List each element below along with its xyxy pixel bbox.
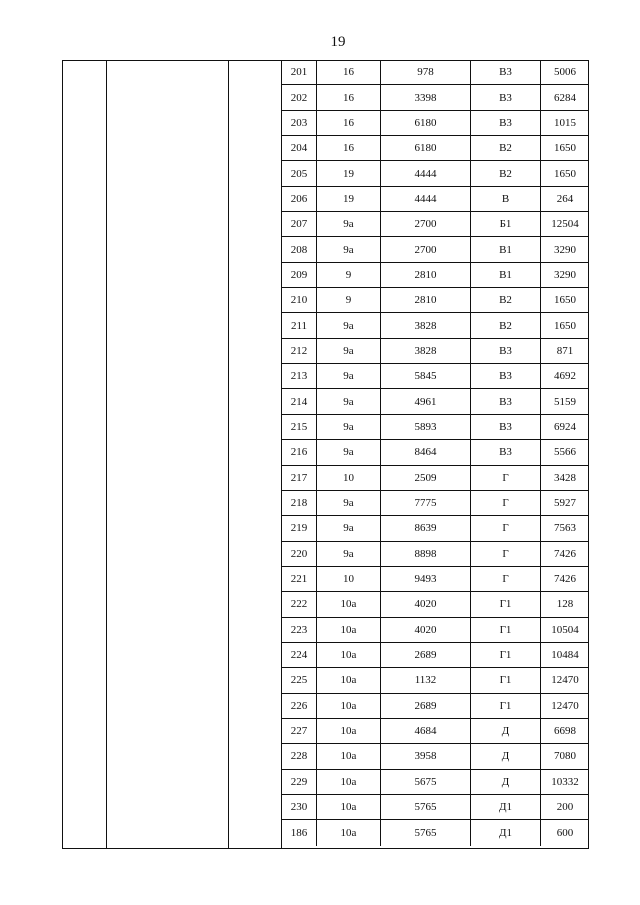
row-number-cell: 229 — [290, 775, 308, 788]
category-cell: В1 — [470, 263, 540, 287]
section-cell: 9 — [316, 263, 380, 287]
section-cell: 9а — [316, 212, 380, 236]
amount-cell: 7426 — [540, 567, 589, 591]
category-cell: В2 — [470, 161, 540, 185]
row-number-cell: 215 — [290, 420, 308, 433]
category-cell: Г1 — [470, 694, 540, 718]
category-cell: Б1 — [470, 212, 540, 236]
row-number-cell: 207 — [290, 218, 308, 231]
value-cell: 7775 — [380, 491, 470, 515]
value-cell: 5845 — [380, 364, 470, 388]
section-cell: 16 — [316, 85, 380, 109]
category-cell: В3 — [470, 364, 540, 388]
table-row — [282, 668, 589, 693]
row-number-cell: 216 — [290, 446, 308, 459]
category-cell: В3 — [470, 339, 540, 363]
value-cell: 4961 — [380, 389, 470, 413]
category-cell: В3 — [470, 415, 540, 439]
category-cell: Г — [470, 542, 540, 566]
amount-cell: 10504 — [540, 618, 589, 642]
section-cell: 10а — [316, 820, 380, 845]
table-row — [282, 187, 589, 212]
section-cell: 10а — [316, 668, 380, 692]
category-cell: Г1 — [470, 592, 540, 616]
value-cell: 4020 — [380, 618, 470, 642]
category-cell: В2 — [470, 313, 540, 337]
table-row — [282, 466, 589, 491]
amount-cell: 12470 — [540, 694, 589, 718]
section-cell: 10а — [316, 694, 380, 718]
table-row — [282, 491, 589, 516]
amount-cell: 200 — [540, 795, 589, 819]
value-cell: 3398 — [380, 85, 470, 109]
category-cell: Г1 — [470, 668, 540, 692]
row-number-cell: 220 — [290, 547, 308, 560]
row-number-cell: 204 — [290, 142, 308, 155]
section-cell: 16 — [316, 111, 380, 135]
category-cell: В3 — [470, 85, 540, 109]
table-row — [282, 212, 589, 237]
amount-cell: 10332 — [540, 770, 589, 794]
amount-cell: 7080 — [540, 744, 589, 768]
value-cell: 3828 — [380, 313, 470, 337]
category-cell: Д — [470, 719, 540, 743]
row-number-cell: 210 — [290, 294, 308, 307]
table-body — [282, 60, 589, 846]
value-cell: 8464 — [380, 440, 470, 464]
amount-cell: 6924 — [540, 415, 589, 439]
table-row — [282, 440, 589, 465]
table-row — [282, 820, 589, 845]
table-row — [282, 237, 589, 262]
row-number-cell: 186 — [290, 826, 308, 839]
amount-cell: 5159 — [540, 389, 589, 413]
amount-cell: 5566 — [540, 440, 589, 464]
row-number-cell: 208 — [290, 243, 308, 256]
amount-cell: 7426 — [540, 542, 589, 566]
section-cell: 10а — [316, 770, 380, 794]
table-row — [282, 288, 589, 313]
category-cell: Д1 — [470, 820, 540, 845]
row-number-cell: 221 — [290, 573, 308, 586]
table-row — [282, 313, 589, 338]
category-cell: В3 — [470, 389, 540, 413]
section-cell: 10а — [316, 643, 380, 667]
row-number-cell: 217 — [290, 471, 308, 484]
table-row — [282, 415, 589, 440]
amount-cell: 10484 — [540, 643, 589, 667]
table-row — [282, 567, 589, 592]
row-number-cell: 213 — [290, 370, 308, 383]
table-row — [282, 795, 589, 820]
category-cell: В2 — [470, 136, 540, 160]
section-cell: 16 — [316, 136, 380, 160]
amount-cell: 600 — [540, 820, 589, 845]
row-number-cell: 206 — [290, 192, 308, 205]
category-cell: В3 — [470, 60, 540, 84]
table-row — [282, 364, 589, 389]
category-cell: Г — [470, 466, 540, 490]
section-cell: 9а — [316, 491, 380, 515]
row-number-cell: 214 — [290, 395, 308, 408]
section-cell: 16 — [316, 60, 380, 84]
row-number-cell: 225 — [290, 674, 308, 687]
column-divider — [106, 61, 107, 848]
value-cell: 8639 — [380, 516, 470, 540]
section-cell: 10 — [316, 466, 380, 490]
table-row — [282, 643, 589, 668]
value-cell: 5893 — [380, 415, 470, 439]
table-row — [282, 744, 589, 769]
value-cell: 2700 — [380, 212, 470, 236]
page-number: 19 — [330, 34, 346, 50]
amount-cell: 3290 — [540, 263, 589, 287]
row-number-cell: 222 — [290, 598, 308, 611]
table-row — [282, 618, 589, 643]
section-cell: 9а — [316, 415, 380, 439]
section-cell: 19 — [316, 161, 380, 185]
category-cell: В3 — [470, 111, 540, 135]
section-cell: 9а — [316, 313, 380, 337]
amount-cell: 128 — [540, 592, 589, 616]
value-cell: 8898 — [380, 542, 470, 566]
amount-cell: 6284 — [540, 85, 589, 109]
row-number-cell: 230 — [290, 801, 308, 814]
category-cell: В1 — [470, 237, 540, 261]
value-cell: 6180 — [380, 111, 470, 135]
section-cell: 10а — [316, 618, 380, 642]
amount-cell: 1650 — [540, 288, 589, 312]
amount-cell: 871 — [540, 339, 589, 363]
value-cell: 2689 — [380, 643, 470, 667]
value-cell: 5765 — [380, 795, 470, 819]
value-cell: 4684 — [380, 719, 470, 743]
row-number-cell: 227 — [290, 725, 308, 738]
table-row — [282, 161, 589, 186]
amount-cell: 7563 — [540, 516, 589, 540]
section-cell: 10а — [316, 795, 380, 819]
table-row — [282, 60, 589, 85]
row-number-cell: 223 — [290, 623, 308, 636]
amount-cell: 12504 — [540, 212, 589, 236]
value-cell: 2689 — [380, 694, 470, 718]
category-cell: Г1 — [470, 643, 540, 667]
amount-cell: 5927 — [540, 491, 589, 515]
section-cell: 9а — [316, 440, 380, 464]
amount-cell: 1650 — [540, 161, 589, 185]
row-number-cell: 224 — [290, 649, 308, 662]
category-cell: Г — [470, 516, 540, 540]
table-row — [282, 516, 589, 541]
category-cell: Д1 — [470, 795, 540, 819]
table-row — [282, 389, 589, 414]
section-cell: 9а — [316, 339, 380, 363]
section-cell: 9а — [316, 237, 380, 261]
table-row — [282, 770, 589, 795]
value-cell: 2810 — [380, 288, 470, 312]
amount-cell: 12470 — [540, 668, 589, 692]
value-cell: 4444 — [380, 187, 470, 211]
section-cell: 10 — [316, 567, 380, 591]
section-cell: 9а — [316, 364, 380, 388]
table-row — [282, 592, 589, 617]
section-cell: 10а — [316, 719, 380, 743]
value-cell: 2509 — [380, 466, 470, 490]
category-cell: Г1 — [470, 618, 540, 642]
section-cell: 9а — [316, 516, 380, 540]
column-divider — [228, 61, 229, 848]
section-cell: 9а — [316, 542, 380, 566]
row-number-cell: 202 — [290, 91, 308, 104]
row-number-cell: 226 — [290, 699, 308, 712]
section-cell: 9а — [316, 389, 380, 413]
amount-cell: 5006 — [540, 60, 589, 84]
category-cell: Г — [470, 567, 540, 591]
category-cell: Г — [470, 491, 540, 515]
section-cell: 19 — [316, 187, 380, 211]
amount-cell: 4692 — [540, 364, 589, 388]
row-number-cell: 228 — [290, 750, 308, 763]
amount-cell: 264 — [540, 187, 589, 211]
value-cell: 3828 — [380, 339, 470, 363]
table-row — [282, 85, 589, 110]
row-number-cell: 203 — [290, 116, 308, 129]
category-cell: В2 — [470, 288, 540, 312]
row-number-cell: 218 — [290, 497, 308, 510]
row-number-cell: 211 — [290, 319, 308, 332]
category-cell: В — [470, 187, 540, 211]
value-cell: 3958 — [380, 744, 470, 768]
row-number-cell: 201 — [290, 66, 308, 79]
amount-cell: 1650 — [540, 313, 589, 337]
table-row — [282, 136, 589, 161]
row-number-cell: 212 — [290, 344, 308, 357]
section-cell: 9 — [316, 288, 380, 312]
category-cell: Д — [470, 770, 540, 794]
category-cell: В3 — [470, 440, 540, 464]
amount-cell: 1650 — [540, 136, 589, 160]
table-row — [282, 542, 589, 567]
row-number-cell: 205 — [290, 167, 308, 180]
value-cell: 978 — [380, 60, 470, 84]
value-cell: 4020 — [380, 592, 470, 616]
value-cell: 1132 — [380, 668, 470, 692]
table-row — [282, 339, 589, 364]
value-cell: 2700 — [380, 237, 470, 261]
amount-cell: 1015 — [540, 111, 589, 135]
category-cell: Д — [470, 744, 540, 768]
section-cell: 10а — [316, 744, 380, 768]
value-cell: 4444 — [380, 161, 470, 185]
value-cell: 6180 — [380, 136, 470, 160]
value-cell: 5765 — [380, 820, 470, 845]
section-cell: 10а — [316, 592, 380, 616]
amount-cell: 6698 — [540, 719, 589, 743]
row-number-cell: 219 — [290, 522, 308, 535]
value-cell: 9493 — [380, 567, 470, 591]
amount-cell: 3428 — [540, 466, 589, 490]
table-row — [282, 111, 589, 136]
amount-cell: 3290 — [540, 237, 589, 261]
value-cell: 5675 — [380, 770, 470, 794]
table-row — [282, 719, 589, 744]
row-number-cell: 209 — [290, 268, 308, 281]
table-row — [282, 694, 589, 719]
value-cell: 2810 — [380, 263, 470, 287]
table-row — [282, 263, 589, 288]
